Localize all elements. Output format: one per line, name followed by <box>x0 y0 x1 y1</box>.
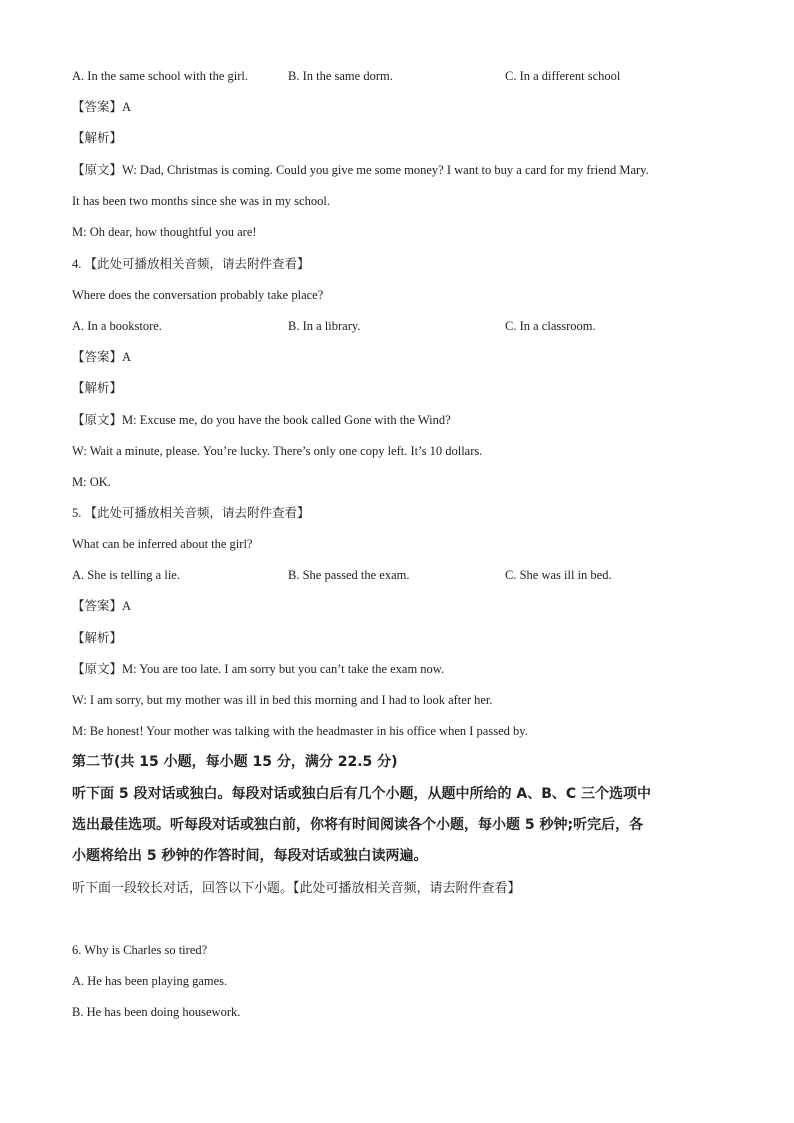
q4-transcript-line: 【原文】M: Excuse me, do you have the book called Gone with the Wind? <box>72 413 451 427</box>
q4-option-b: B. In a library. <box>288 319 361 333</box>
q3-analysis-label: 【解析】 <box>72 131 123 145</box>
q3-transcript-line: 【原文】W: Dad, Christmas is coming. Could you give me some money? I want to buy a card for my friend Mary. <box>72 163 649 177</box>
q4-transcript-line: W: Wait a minute, please. You’re lucky. There’s only one copy left. It’s 10 dollars. <box>72 444 483 458</box>
q4-header: 4. 【此处可播放相关音频，请去附件查看】 <box>72 257 310 271</box>
q3-transcript-line: It has been two months since she was in my school. <box>72 194 330 208</box>
q4-transcript-line: M: OK. <box>72 475 111 489</box>
q5-answer: 【答案】A <box>72 599 132 613</box>
section-instructions-line: 小题将给出 5 秒钟的作答时间，每段对话或独白读两遍。 <box>72 848 428 864</box>
q5-transcript-line: W: I am sorry, but my mother was ill in bed this morning and I had to look after her. <box>72 693 493 707</box>
q6-question: 6. Why is Charles so tired? <box>72 943 208 957</box>
q4-option-c: C. In a classroom. <box>505 319 596 333</box>
q3-option-b: B. In the same dorm. <box>288 69 393 83</box>
q4-option-a: A. In a bookstore. <box>72 319 162 333</box>
section-title: 第二节(共 15 小题，每小题 15 分，满分 22.5 分) <box>72 754 398 770</box>
q3-transcript-line: M: Oh dear, how thoughtful you are! <box>72 225 257 239</box>
q4-analysis-label: 【解析】 <box>72 381 123 395</box>
q5-transcript-line: 【原文】M: You are too late. I am sorry but you can’t take the exam now. <box>72 662 445 676</box>
q5-option-c: C. She was ill in bed. <box>505 568 612 582</box>
section-intro: 听下面一段较长对话，回答以下小题。【此处可播放相关音频，请去附件查看】 <box>72 880 521 895</box>
q5-option-b: B. She passed the exam. <box>288 568 410 582</box>
section-instructions-line: 选出最佳选项。听每段对话或独白前，你将有时间阅读各个小题，每小题 5 秒钟;听完后，各 <box>72 817 644 833</box>
q5-question: What can be inferred about the girl? <box>72 537 253 551</box>
q6-option-a: A. He has been playing games. <box>72 974 228 988</box>
q4-answer: 【答案】A <box>72 350 132 364</box>
q3-option-a: A. In the same school with the girl. <box>72 69 249 83</box>
section-instructions-line: 听下面 5 段对话或独白。每段对话或独白后有几个小题，从题中所给的 A、B、C 三个选项中 <box>72 786 652 802</box>
q6-option-b: B. He has been doing housework. <box>72 1005 241 1019</box>
q5-header: 5. 【此处可播放相关音频，请去附件查看】 <box>72 506 310 520</box>
q4-question: Where does the conversation probably take place? <box>72 288 324 302</box>
q5-transcript-line: M: Be honest! Your mother was talking with the headmaster in his office when I passed by. <box>72 724 528 738</box>
q5-option-a: A. She is telling a lie. <box>72 568 180 582</box>
q5-analysis-label: 【解析】 <box>72 631 123 645</box>
q3-answer: 【答案】A <box>72 100 132 114</box>
q3-option-c: C. In a different school <box>505 69 621 83</box>
